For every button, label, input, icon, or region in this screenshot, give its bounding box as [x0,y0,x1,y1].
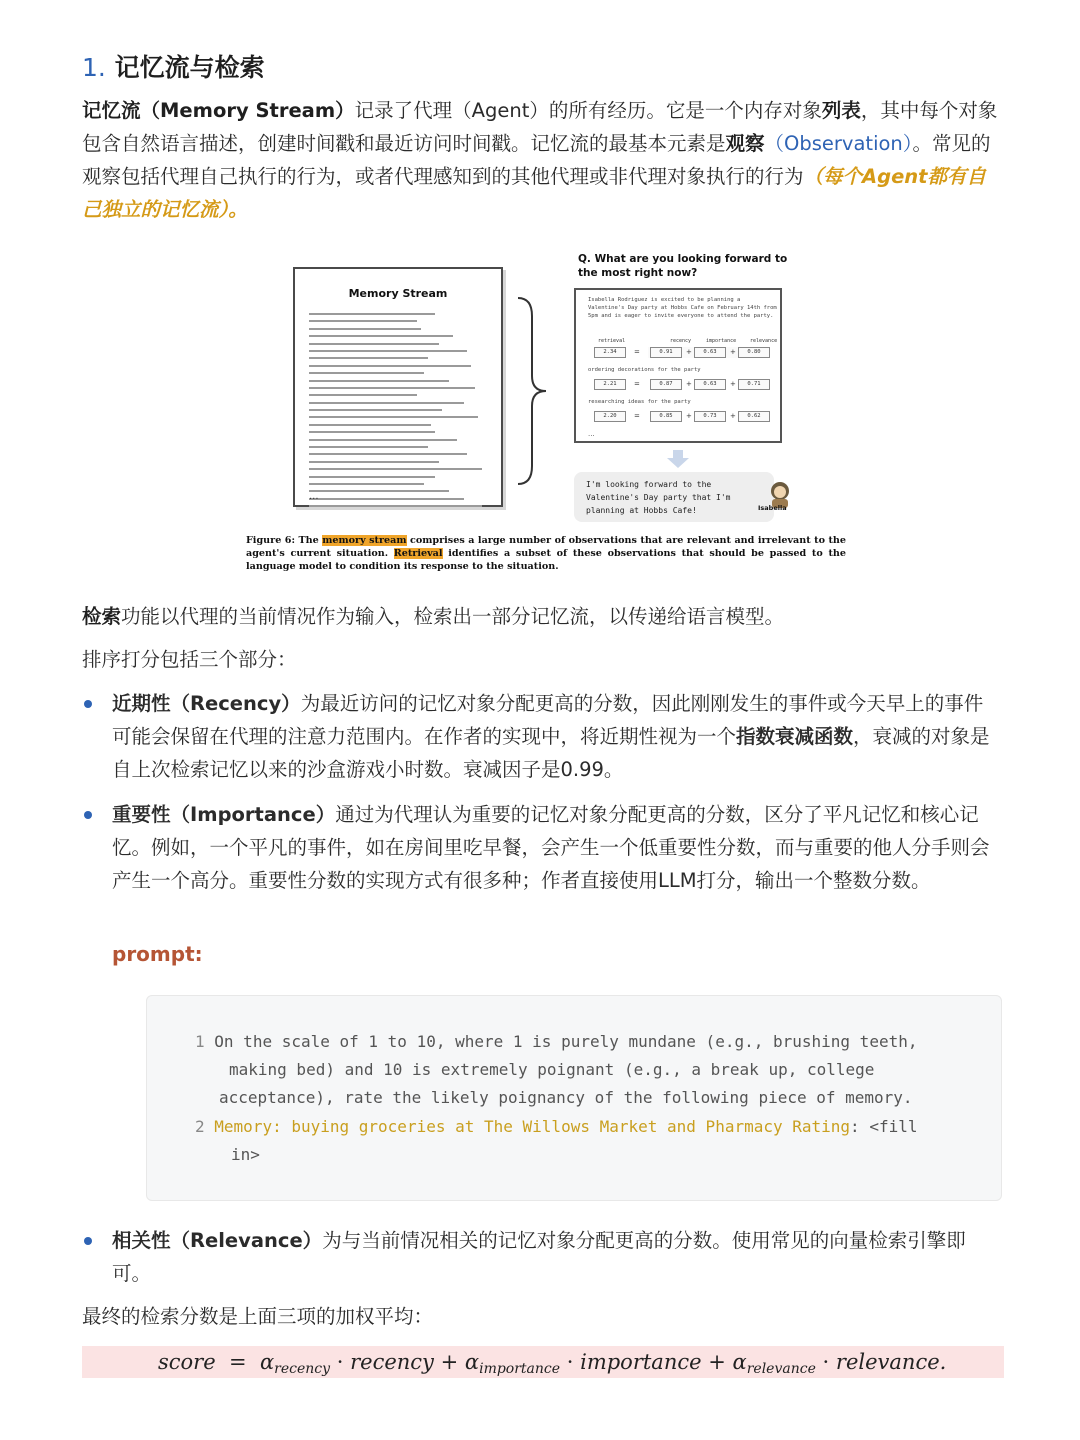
code-line-1-wrap-1: making bed) and 10 is extremely poignant (e.g., a break up, college [229,1060,875,1079]
formula-alpha: α [259,1350,275,1374]
memory-entry-line [309,468,482,470]
importance-term: 重要性（Importance） [112,803,336,826]
code-text: On the scale of 1 to 10, where 1 is purely mundane (e.g., brushing teeth, [214,1032,918,1051]
recency-text-b: ，衰减的对象是自上次检索记忆以来的沙盒游戏小时数。衰减因子是0.99。 [112,725,990,781]
memory-entry-line [309,416,478,418]
intro-note: （每个Agent都有自己独立的记忆流）。 [82,165,986,221]
intro-text-b: ，其中每个对象包含自然语言描述，创建时间戳和最近访问时间戳。记忆流的最基本元素是 [82,99,998,155]
row2-relevance: 0.71 [738,379,770,390]
memory-entry-line [309,446,428,448]
retrieval-term: 检索 [82,605,122,628]
memory-entry-line [309,380,449,382]
section-number: 1. [82,53,106,82]
row3-plus1: + [686,412,692,420]
row1-plus1: + [686,348,692,356]
formula-score: score [158,1350,216,1374]
header-retrieval: retrieval [598,338,626,344]
down-arrow-icon [666,450,690,468]
score-row-1 [588,347,778,359]
row2-recency: 0.87 [650,379,682,390]
memory-entry-line [309,505,482,507]
memory-entry-line [309,328,421,330]
relevance-term: 相关性（Relevance） [112,1229,323,1252]
memory-stream-title: Memory Stream [348,287,448,300]
retrieval-memory-1: Isabella Rodriguez is excited to be planning a Valentine's Day party at Hobbs Cafe on February 14th from 5pm and is eager to invite everyone to attend the party. [588,297,777,319]
caption-b: comprises a large number of observations that are relevant and irrelevant to the agent's current situation. [246,535,846,559]
row2-plus2: + [730,380,736,388]
memory-entry-line [309,498,464,500]
answer-text: I'm looking forward to the Valentine's Day party that I'm planning at Hobbs Cafe! [586,480,731,515]
score-row-3 [588,411,778,423]
retrieval-memory-2: ordering decorations for the party [588,367,701,373]
line-number: 2 [195,1117,205,1136]
memory-entry-line [309,439,457,441]
code-text: : <fill [850,1117,918,1136]
code-line-2-wrap: in> [231,1145,260,1164]
answer-bubble [574,472,774,522]
row1-recency: 0.91 [650,347,682,358]
row1-relevance: 0.80 [738,347,770,358]
memory-entry-line [309,343,439,345]
row2-eq: = [634,380,640,388]
avatar-label: Isabella [758,504,787,512]
row1-eq: = [634,348,640,356]
caption-c: identifies a subset of these observations that should be passed to the language model to condition its response to the situation. [246,548,846,572]
memory-entry-line [309,350,467,352]
caption-a: Figure 6: The [246,535,323,546]
ranking-paragraph: 排序打分包括三个部分： [82,648,297,671]
prompt-label: prompt: [112,942,203,966]
retrieval-paragraph [82,600,1002,633]
memory-entry-line [309,320,417,322]
intro-text-a: 记录了代理（Agent）的所有经历。它是一个内存对象 [354,99,822,122]
formula-sub-recency: recency [274,1361,331,1377]
bullet-dot [84,1237,92,1245]
score-row-2 [588,379,778,391]
code-block[interactable] [146,995,1002,1201]
memory-entry-line [309,453,467,455]
row3-recency: 0.85 [650,411,682,422]
memory-entry-line [309,357,428,359]
formula-importance: importance [580,1350,702,1374]
memory-entry-line [309,424,431,426]
section-title: 记忆流与检索 [114,53,265,82]
code-line-2 [195,1113,917,1141]
row3-importance: 0.73 [694,411,726,422]
question-text: Q. What are you looking forward to the most right now? [578,253,788,279]
line-number: 1 [195,1032,205,1051]
score-formula [82,1346,1004,1378]
caption-highlight-retrieval: Retrieval [393,548,443,559]
row2-retrieval: 2.21 [594,379,626,390]
header-recency: recency [670,338,692,344]
relevance-text: 为与当前情况相关的记忆对象分配更高的分数。使用常见的向量检索引擎即可。 [112,1229,966,1285]
formula-alpha: α [464,1350,480,1374]
row1-importance: 0.63 [694,347,726,358]
memory-entry-line [309,402,464,404]
header-relevance: relevance [750,338,778,344]
memory-entry-line [309,476,435,478]
bullet-dot [84,700,92,708]
memory-stream-entries [309,313,489,513]
memory-entry-line [309,490,449,492]
header-importance: importance [706,338,737,344]
memory-entry-line [309,483,424,485]
intro-text-c: 。常见的观察包括代理自己执行的行为，或者代理感知到的其他代理或非代理对象执行的行为 [82,132,991,188]
retrieval-memory-3: researching ideas for the party [588,399,691,405]
importance-bullet [112,798,1002,897]
importance-text: 通过为代理认为重要的记忆对象分配更高的分数，区分了平凡记忆和核心记忆。例如，一个平凡的事件，如在房间里吃早餐，会产生一个低重要性分数，而与重要的他人分手则会产生一个高分。重要性分数的实现方式有很多种；作者直接使用LLM打分，输出一个整数分数。 [112,803,990,892]
bullet-dot [84,811,92,819]
memory-stream-ellipsis: ... [309,491,319,502]
memory-entry-line [309,461,439,463]
recency-text-a: 为最近访问的记忆对象分配更高的分数，因此刚刚发生的事件或今天早上的事件可能会保留在代理的注意力范围内。在作者的实现中，将近期性视为一个 [112,692,984,748]
retrieval-text: 功能以代理的当前情况作为输入，检索出一部分记忆流，以传递给语言模型。 [121,605,785,628]
row3-eq: = [634,412,640,420]
figure-caption [246,534,846,573]
figure-memory-stream [246,246,846,576]
intro-paragraph [82,94,1002,226]
list-term: 列表 [821,99,861,122]
relevance-bullet [112,1224,1002,1290]
caption-highlight-memory-stream: memory stream [322,535,407,546]
curly-brace [514,296,554,486]
formula-alpha: α [732,1350,747,1374]
observation-term: 观察 [725,132,765,155]
formula-sub-relevance: relevance [746,1361,816,1377]
row3-relevance: 0.62 [738,411,770,422]
memory-entry-line [309,313,435,315]
formula-relevance: relevance. [835,1350,947,1374]
observation-en: （Observation） [764,132,913,155]
section-heading [82,48,265,84]
row3-retrieval: 2.20 [594,411,626,422]
formula-text: score = $\alpha_{recency}$ · recency + $\alpha_{importance}$ · importance + $\alpha_{relevance}$ · relevance. [158,1350,947,1377]
memory-entry-line [309,365,471,367]
row1-plus2: + [730,348,736,356]
retrieval-ellipsis: ... [588,430,595,438]
memory-entry-line [309,394,417,396]
code-line-1 [195,1028,917,1056]
code-line-1-wrap-2: acceptance), rate the likely poignancy of the following piece of memory. [219,1088,913,1107]
memory-entry-line [309,372,424,374]
memory-entry-line [309,335,453,337]
retrieval-box [574,288,782,443]
row3-plus2: + [730,412,736,420]
code-key-text: Memory: buying groceries at The Willows Market and Pharmacy Rating [214,1117,851,1136]
row2-importance: 0.63 [694,379,726,390]
memory-entry-line [309,431,435,433]
memory-entry-line [309,409,442,411]
formula-recency: recency [350,1350,434,1374]
recency-bullet [112,687,1002,786]
memory-stream-term: 记忆流（Memory Stream） [82,99,355,122]
formula-sub-importance: importance [479,1361,561,1377]
memory-stream-box [293,267,503,507]
formula-equals: = [229,1350,247,1374]
recency-term: 近期性（Recency） [112,692,301,715]
row2-plus1: + [686,380,692,388]
recency-bold: 指数衰减函数 [736,725,854,748]
final-paragraph: 最终的检索分数是上面三项的加权平均： [82,1305,434,1328]
memory-entry-line [309,387,475,389]
row1-retrieval: 2.34 [594,347,626,358]
